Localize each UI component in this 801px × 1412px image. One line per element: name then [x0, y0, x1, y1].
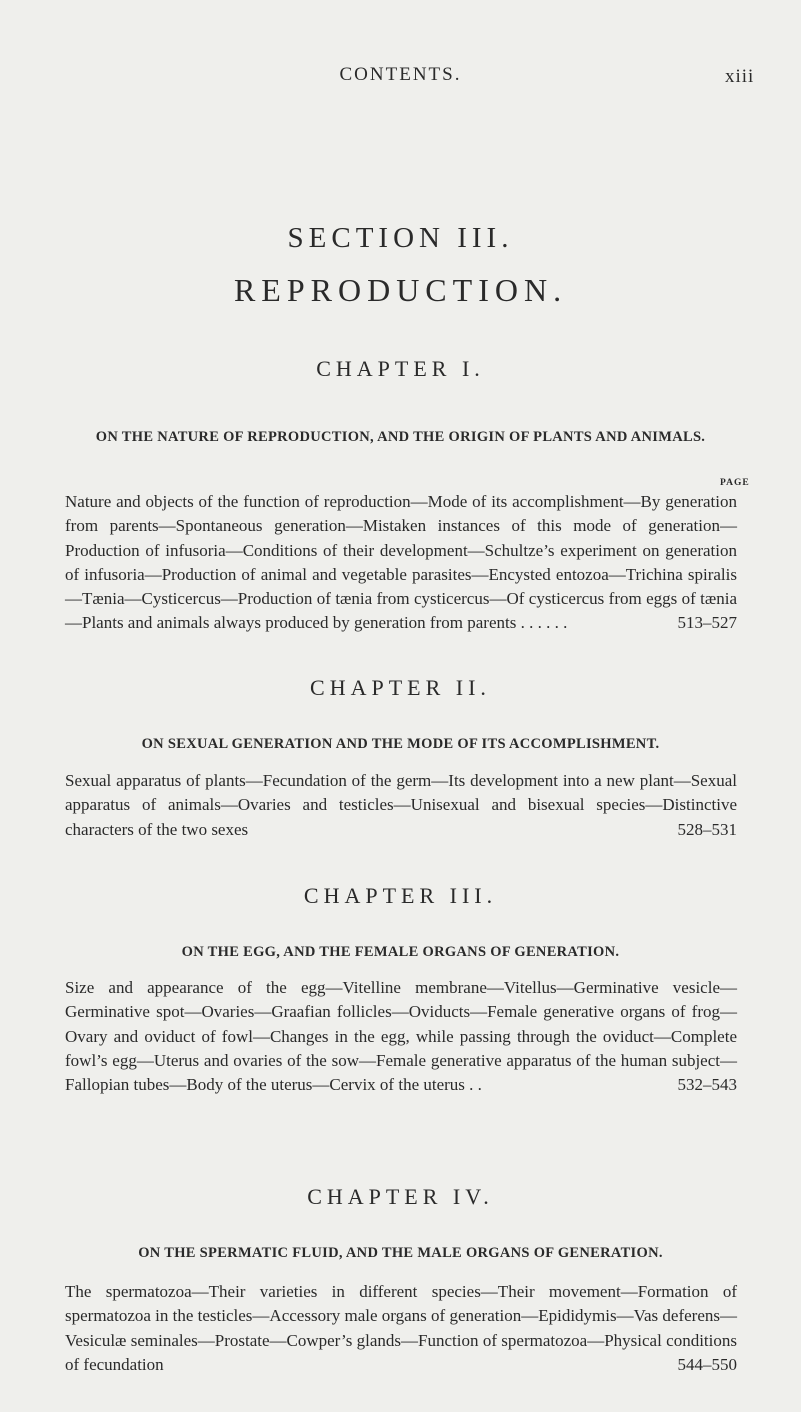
summary-text: The spermatozoa—Their varieties in different species—Their movement—Formation of spermatozoa in the testicles—Accessory male organs of generation—Epididymis—Vas deferens—Vesiculæ seminales—Prostate—Cowper’s glands—Function of spermatozoa—Physical conditions of fecundation [65, 1282, 737, 1374]
summary-text: Size and appearance of the egg—Vitelline membrane—Vitellus—Germinative vesicle—Germinative spot—Ovaries—Graafian follicles—Oviducts—Female generative organs of frog—Ovary and oviduct of fowl—Changes in the egg, while passing through the oviduct—Complete fowl’s egg—Uterus and ovaries of the sow—Female generative apparatus of the human subject—Fallopian tubes—Body of the uterus—Cervix of the uterus . . [65, 978, 737, 1095]
running-head: CONTENTS. [339, 64, 462, 85]
section-subject: REPRODUCTION. [233, 272, 568, 308]
page-range: 528–531 [677, 819, 737, 839]
section-title: SECTION III. [287, 222, 514, 254]
chapter-summary [65, 976, 737, 1097]
chapter-heading: CHAPTER IV. [307, 1184, 494, 1209]
chapter-summary [65, 1280, 737, 1377]
page-range: 544–550 [677, 1354, 737, 1374]
chapter-summary [65, 490, 737, 636]
page-range: 532–543 [677, 1075, 737, 1095]
chapter-title: ON THE NATURE OF REPRODUCTION, AND THE ORIGIN OF PLANTS AND ANIMALS. [95, 429, 706, 445]
summary-text: Sexual apparatus of plants—Fecundation of the germ—Its development into a new plant—Sexual apparatus of animals—Ovaries and testicles—Unisexual and bisexual species—Distinctive characters of the two sexes [65, 771, 737, 839]
chapter-title: ON THE EGG, AND THE FEMALE ORGANS OF GENERATION. [181, 944, 620, 960]
chapter-heading: CHAPTER III. [303, 883, 498, 908]
chapter-heading: CHAPTER II. [310, 675, 491, 700]
summary-text: Nature and objects of the function of reproduction—Mode of its accomplishment—By generation from parents—Spontaneous generation—Mistaken instances of this mode of generation—Production of infusoria—Conditions of their development—Schultze’s experiment on generation of infusoria—Production of animal and vegetable parasites—Encysted entozoa—Trichina spiralis—Tænia—Cysticercus—Production of tænia from cysticercus—Of cysticercus from eggs of tænia—Plants and animals always produced by generation from parents . . . . . . [65, 492, 737, 633]
page-number: xiii [725, 66, 755, 87]
chapter-title: ON THE SPERMATIC FLUID, AND THE MALE ORGANS OF GENERATION. [138, 1245, 663, 1261]
chapter-summary [65, 769, 737, 842]
chapter-title: ON SEXUAL GENERATION AND THE MODE OF ITS ACCOMPLISHMENT. [141, 736, 660, 752]
chapter-heading: CHAPTER I. [316, 356, 485, 381]
page-column-label: PAGE [720, 478, 750, 488]
page-range: 513–527 [677, 613, 737, 633]
